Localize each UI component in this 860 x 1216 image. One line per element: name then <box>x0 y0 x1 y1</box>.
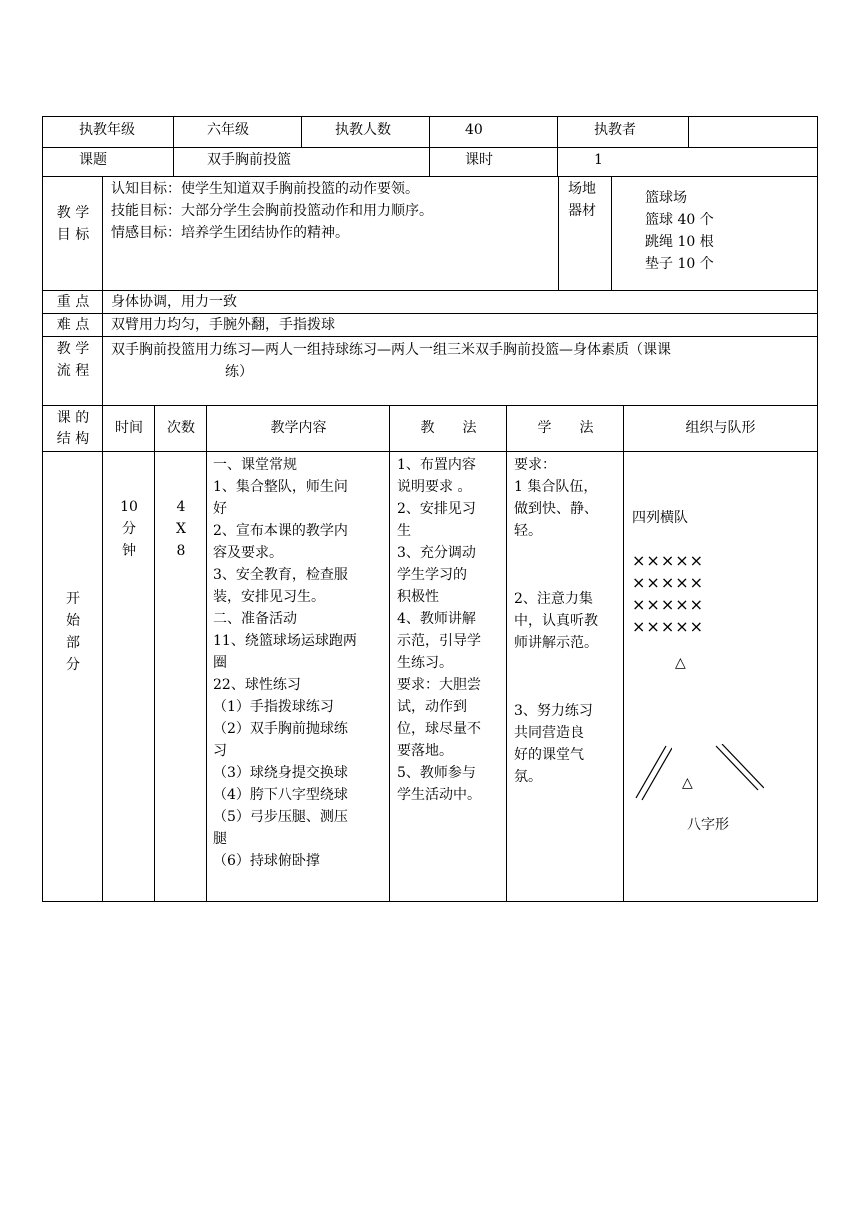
teacher-marker-1: △ <box>675 655 686 671</box>
formation-title: 四列横队 <box>632 510 688 526</box>
period-value: 1 <box>594 152 603 168</box>
figure8-caption: 八字形 <box>687 817 729 833</box>
flow-row <box>42 336 818 406</box>
period-label: 课时 <box>465 152 493 168</box>
goals-label-2: 目 标 <box>56 227 90 243</box>
learning-method-1: 要求： 1 集合队伍， 做到快、静、 轻。 <box>514 457 598 539</box>
section-time: 10 分 钟 <box>120 499 138 559</box>
goal-affective: 情感目标：培养学生团结协作的精神。 <box>111 225 349 241</box>
teaching-method: 1、布置内容 说明要求 。 2、安排见习 生 3、充分调动 学生学习的 积极性 4、教师讲解 示范，引导学 生练习。 要求：大胆尝 试，动作到 位，球尽量不 要落地。 5、教师参与 学生活动中。 <box>397 457 481 803</box>
figure8-left-lines <box>632 742 672 804</box>
structure-label-1: 课 的 <box>56 410 90 426</box>
equipment-balls: 篮球 40 个 <box>645 212 714 228</box>
section-name: 开 始 部 分 <box>66 591 80 673</box>
flow-line-2: 练） <box>225 364 253 380</box>
key-point-label: 重 点 <box>56 294 90 310</box>
col-reps-header: 次数 <box>167 420 195 436</box>
learning-method-2: 2、注意力集 中，认真听教 师讲解示范。 <box>514 591 598 651</box>
difficulty-text: 双臂用力均匀，手腕外翻，手指拨球 <box>111 317 335 333</box>
count-value: 40 <box>465 122 483 138</box>
goal-cognitive: 认知目标：使学生知道双手胸前投篮的动作要领。 <box>111 181 419 197</box>
teacher-marker-2: △ <box>682 775 693 791</box>
teacher-label: 执教者 <box>594 122 636 138</box>
formation-grid: ××××× ××××× ××××× ××××× <box>632 551 705 636</box>
goal-skill: 技能目标：大部分学生会胸前投篮动作和用力顺序。 <box>111 203 433 219</box>
col-org-header: 组织与队形 <box>685 420 756 436</box>
goals-label-1: 教 学 <box>56 205 90 221</box>
key-point-row <box>42 290 818 314</box>
col-content-header: 教学内容 <box>270 420 327 436</box>
venue-label-2: 器材 <box>568 203 596 219</box>
figure8-right-lines <box>714 744 764 798</box>
col-teach-header: 教 法 <box>420 420 477 436</box>
flow-line-1: 双手胸前投篮用力练习—两人一组持球练习—两人一组三米双手胸前投篮—身体素质（课课 <box>111 342 671 358</box>
learning-method-3: 3、努力练习 共同营造良 好的课堂气 氛。 <box>514 703 593 785</box>
section-reps: 4 X 8 <box>176 499 186 559</box>
topic-value: 双手胸前投篮 <box>207 152 291 168</box>
col-time-header: 时间 <box>115 420 143 436</box>
header-row-1 <box>42 116 818 148</box>
grade-value: 六年级 <box>207 122 249 138</box>
venue-label-1: 场地 <box>568 181 596 197</box>
topic-label: 课题 <box>79 152 107 168</box>
count-label: 执教人数 <box>335 122 391 138</box>
flow-label-1: 教 学 <box>56 341 90 357</box>
difficulty-label: 难 点 <box>56 317 90 333</box>
equipment-mats: 垫子 10 个 <box>645 256 714 272</box>
col-learn-header: 学 法 <box>537 420 594 436</box>
section-opening-row <box>42 451 818 902</box>
grade-label: 执教年级 <box>79 122 135 138</box>
teaching-content: 一、课堂常规 1、集合整队，师生问 好 2、宣布本课的教学内 容及要求。 3、安全教育，检查服 装，安排见习生。 二、准备活动 11、绕篮球场运球跑两 圈 22、球性练习 （1）手指拨球练习 （2）双手胸前抛球练 习 （3）球绕身提交换球 （4）胯下八字型绕球 （5）弓步压腿、测压 腿 （6）持球俯卧撑 <box>213 457 357 869</box>
flow-label-2: 流 程 <box>56 363 90 379</box>
structure-label-2: 结 构 <box>56 431 90 447</box>
goals-row <box>42 176 818 291</box>
equipment-ropes: 跳绳 10 根 <box>645 234 714 250</box>
equipment-court: 篮球场 <box>645 190 687 206</box>
header-row-2 <box>42 147 818 177</box>
difficulty-row <box>42 313 818 337</box>
structure-header-row <box>42 405 818 452</box>
key-point-text: 身体协调，用力一致 <box>111 294 237 310</box>
